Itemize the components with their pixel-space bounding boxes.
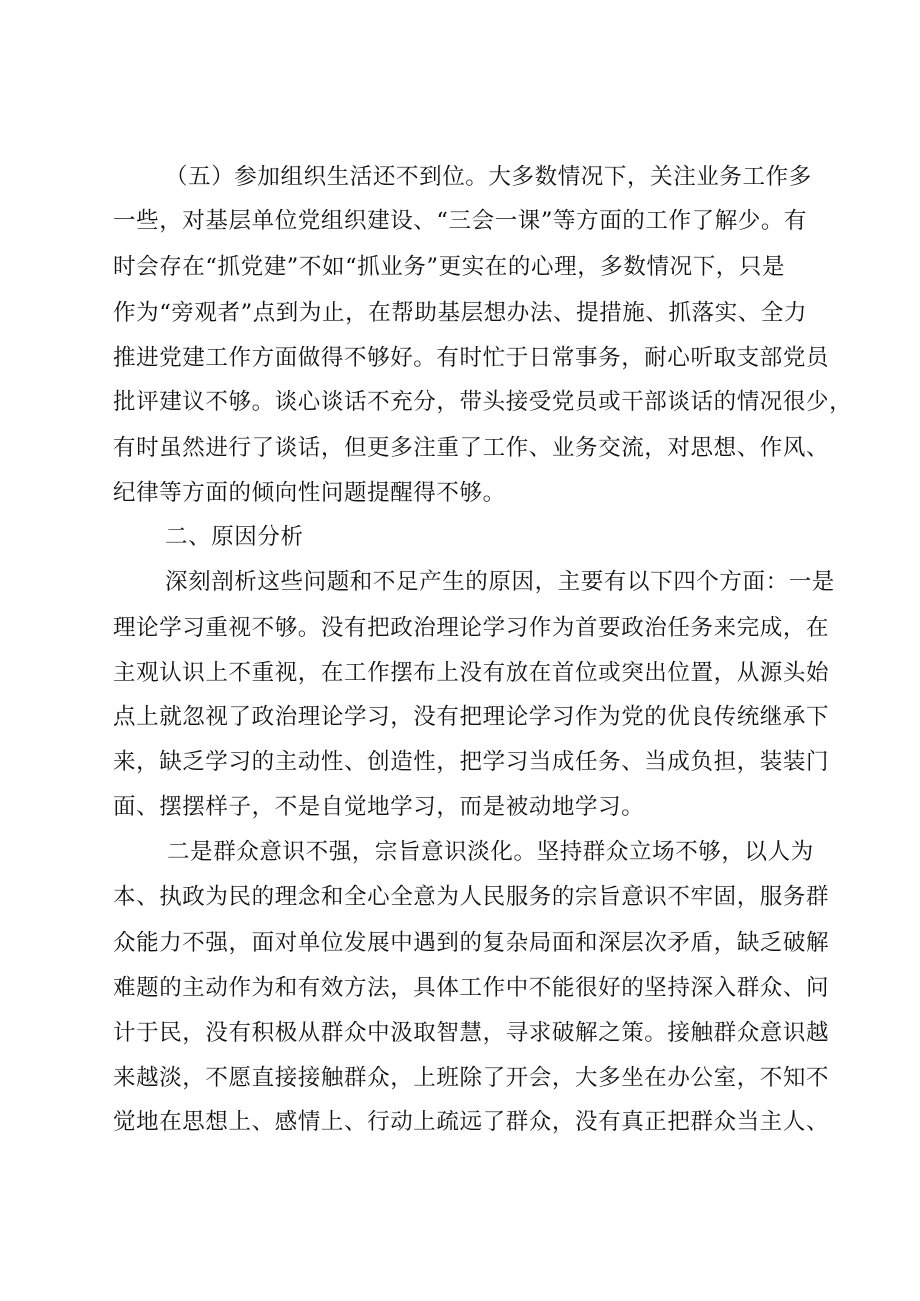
paragraph-line: 深刻剖析这些问题和不足产生的原因，主要有以下四个方面：一是 — [165, 569, 835, 595]
paragraph-line: 本、执政为民的理念和全心全意为人民服务的宗旨意识不牢固，服务群 — [113, 884, 830, 910]
paragraph-line: 时会存在“抓党建”不如“抓业务”更实在的心理，多数情况下，只是 — [113, 254, 786, 280]
paragraph-line: 众能力不强，面对单位发展中遇到的复杂局面和深层次矛盾，缺乏破解 — [113, 930, 830, 956]
paragraph-line: （五）参加组织生活还不到位。大多数情况下，关注业务工作多 — [165, 164, 812, 190]
section-heading: 二、原因分析 — [165, 524, 304, 550]
paragraph-line: 面、摆摆样子，不是自觉地学习，而是被动地学习。 — [113, 794, 645, 820]
paragraph-line: 计于民，没有积极从群众中汲取智慧，寻求破解之策。接触群众意识越 — [113, 1020, 830, 1046]
paragraph-line: 有时虽然进行了谈话，但更多注重了工作、业务交流，对思想、作风、 — [113, 435, 830, 461]
paragraph-line: 二是群众意识不强，宗旨意识淡化。坚持群众立场不够，以人为 — [167, 839, 814, 865]
paragraph-line: 主观认识上不重视，在工作摆布上没有放在首位或突出位置，从源头始 — [113, 660, 830, 686]
paragraph-line: 作为“旁观者”点到为止，在帮助基层想办法、提措施、抓落实、全力 — [113, 300, 808, 326]
paragraph-line: 一些，对基层单位党组织建设、“三会一课”等方面的工作了解少。有 — [113, 208, 808, 234]
paragraph-line: 来越淡，不愿直接接触群众，上班除了开会，大多坐在办公室，不知不 — [113, 1065, 830, 1091]
paragraph-line: 来，缺乏学习的主动性、创造性，把学习当成任务、当成负担，装装门 — [113, 749, 830, 775]
paragraph-line: 理论学习重视不够。没有把政治理论学习作为首要政治任务来完成，在 — [113, 615, 830, 641]
paragraph-line: 纪律等方面的倾向性问题提醒得不够。 — [113, 480, 506, 506]
paragraph-line: 点上就忽视了政治理论学习，没有把理论学习作为党的优良传统继承下 — [113, 704, 830, 730]
paragraph-line: 推进党建工作方面做得不够好。有时忙于日常事务，耐心听取支部党员 — [113, 345, 830, 371]
paragraph-line: 难题的主动作为和有效方法，具体工作中不能很好的坚持深入群众、问 — [113, 975, 830, 1001]
paragraph-line: 觉地在思想上、感情上、行动上疏远了群众，没有真正把群众当主人、 — [113, 1109, 830, 1135]
paragraph-line: 批评建议不够。谈心谈话不充分，带头接受党员或干部谈话的情况很少， — [113, 389, 853, 415]
